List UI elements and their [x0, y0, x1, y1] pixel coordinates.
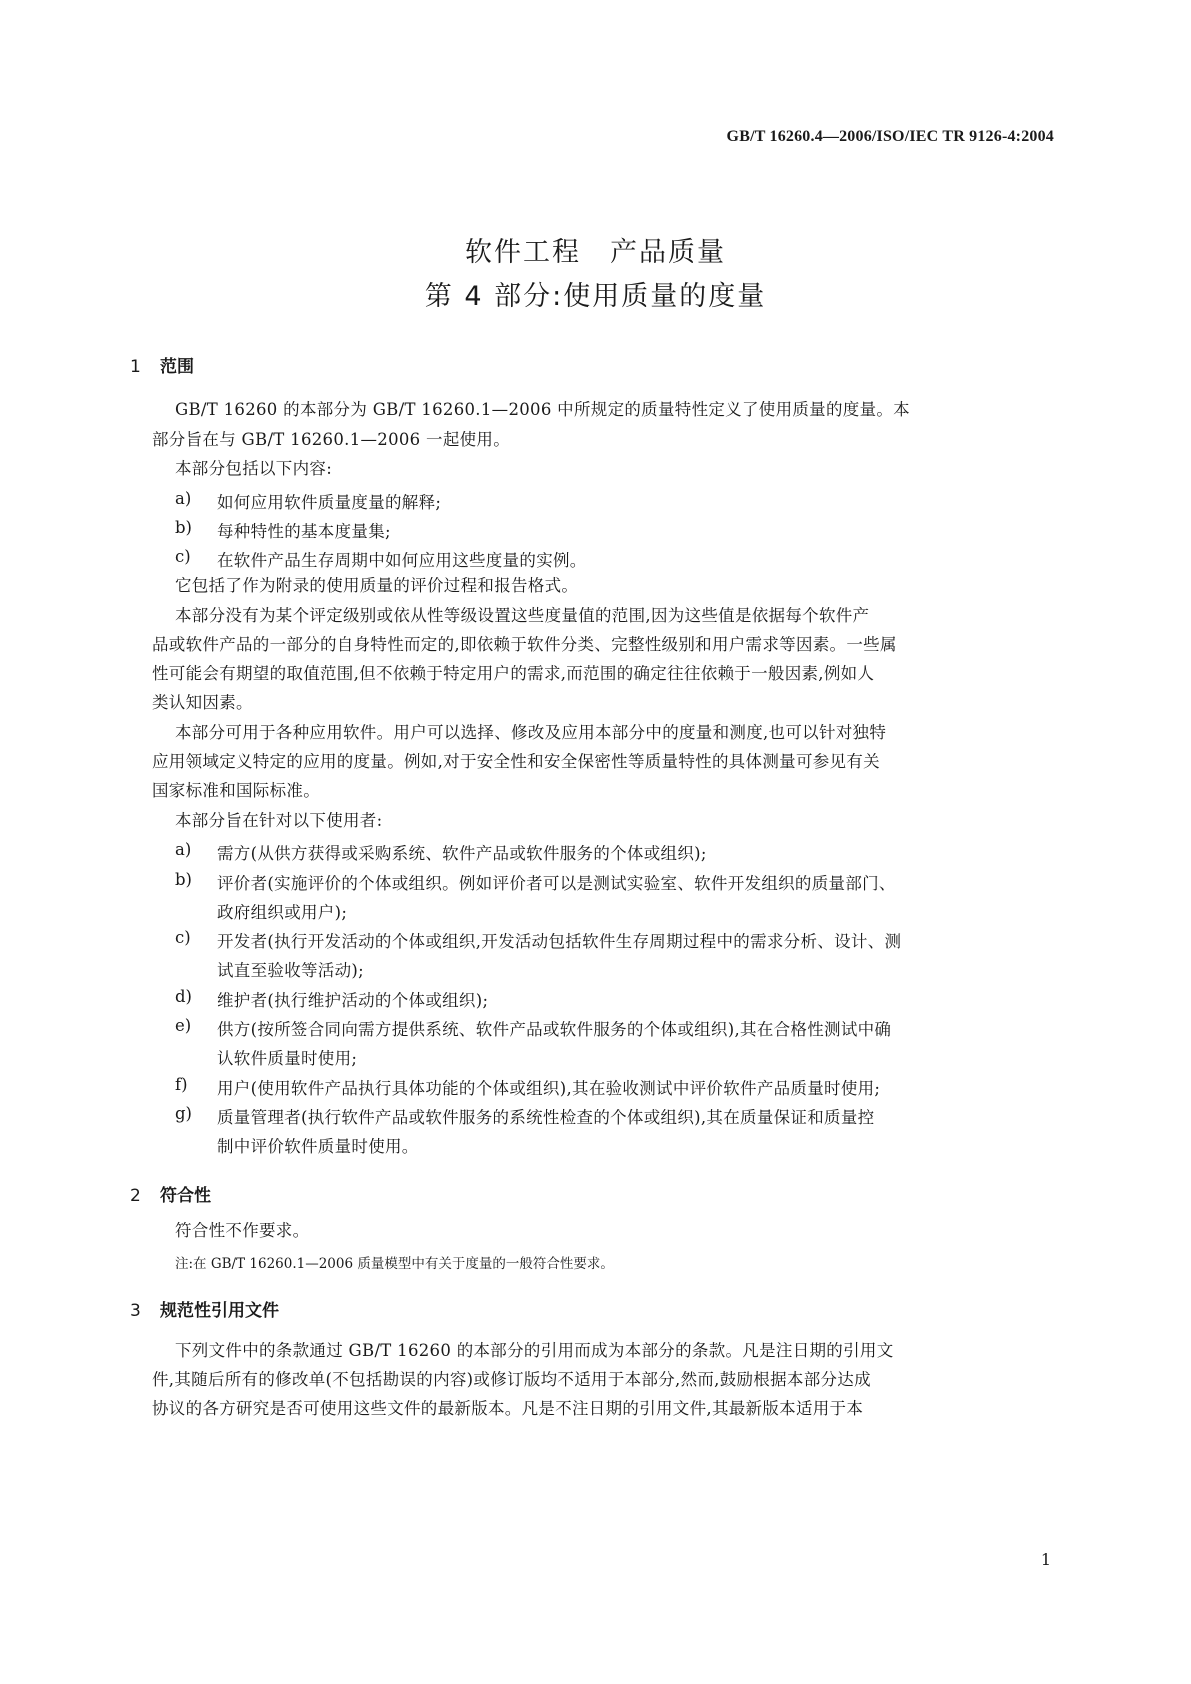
note: 注:在 GB/T 16260.1—2006 质量模型中有关于度量的一般符合性要求。 [175, 1256, 614, 1272]
paragraph-continued: 国家标准和国际标准。 [152, 781, 320, 800]
page-number: 1 [1040, 1550, 1051, 1569]
list-item: 每种特性的基本度量集; [217, 522, 391, 541]
list-item-continued: 试直至验收等活动); [217, 961, 364, 980]
paragraph: 本部分可用于各种应用软件。用户可以选择、修改及应用本部分中的度量和测度,也可以针对独特 [175, 723, 887, 742]
list-item: 供方(按所签合同向需方提供系统、软件产品或软件服务的个体或组织),其在合格性测试中确 [217, 1020, 892, 1039]
doc-subtitle: 第 4 部分:使用质量的度量 [424, 281, 767, 312]
list-item-continued: 制中评价软件质量时使用。 [217, 1137, 419, 1156]
paragraph: 本部分旨在针对以下使用者: [175, 811, 383, 830]
section-title: 符合性 [160, 1186, 211, 1206]
section-3-heading [130, 1296, 279, 1321]
list-marker: e) [175, 1016, 192, 1035]
list-marker: c) [175, 928, 191, 947]
paragraph-continued: 类认知因素。 [152, 693, 253, 712]
list-item: 需方(从供方获得或采购系统、软件产品或软件服务的个体或组织); [217, 844, 707, 863]
section-title: 规范性引用文件 [160, 1301, 279, 1321]
paragraph-continued: 协议的各方研究是否可使用这些文件的最新版本。凡是不注日期的引用文件,其最新版本适用于本 [152, 1399, 864, 1418]
list-item-continued: 政府组织或用户); [217, 903, 348, 922]
section-number: 1 [130, 357, 141, 377]
paragraph: 本部分没有为某个评定级别或依从性等级设置这些度量值的范围,因为这些值是依据每个软件产 [175, 606, 870, 625]
section-number: 2 [130, 1186, 141, 1206]
paragraph: 它包括了作为附录的使用质量的评价过程和报告格式。 [175, 576, 579, 595]
section-number: 3 [130, 1301, 141, 1321]
section-2-heading [130, 1181, 211, 1206]
paragraph-continued: 品或软件产品的一部分的自身特性而定的,即依赖于软件分类、完整性级别和用户需求等因素。一些属 [152, 635, 897, 654]
list-item: 用户(使用软件产品执行具体功能的个体或组织),其在验收测试中评价软件产品质量时使用; [217, 1079, 881, 1098]
list-marker: c) [175, 547, 191, 566]
list-item: 维护者(执行维护活动的个体或组织); [217, 991, 489, 1010]
list-item: 开发者(执行开发活动的个体或组织,开发活动包括软件生存周期过程中的需求分析、设计、测 [217, 932, 902, 951]
paragraph: 本部分包括以下内容: [175, 459, 333, 478]
list-marker: a) [175, 840, 192, 859]
doc-title: 软件工程 产品质量 [465, 237, 726, 268]
list-marker: a) [175, 489, 192, 508]
list-marker: b) [175, 518, 192, 537]
paragraph-continued: 性可能会有期望的取值范围,但不依赖于特定用户的需求,而范围的确定往往依赖于一般因素,例如人 [152, 664, 875, 683]
standard-code: GB/T 16260.4—2006/ISO/IEC TR 9126-4:2004 [726, 128, 1054, 145]
paragraph-continued: 应用领域定义特定的应用的度量。例如,对于安全性和安全保密性等质量特性的具体测量可参见有关 [152, 752, 880, 771]
section-1-heading [130, 352, 194, 377]
list-marker: d) [175, 987, 192, 1006]
list-item-continued: 认软件质量时使用; [217, 1049, 358, 1068]
paragraph: GB/T 16260 的本部分为 GB/T 16260.1—2006 中所规定的质量特性定义了使用质量的度量。本 [175, 400, 910, 419]
paragraph-continued: 件,其随后所有的修改单(不包括勘误的内容)或修订版均不适用于本部分,然而,鼓励根据本部分达成 [152, 1370, 871, 1389]
list-item: 在软件产品生存周期中如何应用这些度量的实例。 [217, 551, 587, 570]
section-title: 范围 [160, 357, 194, 377]
list-item: 评价者(实施评价的个体或组织。例如评价者可以是测试实验室、软件开发组织的质量部门、 [217, 874, 896, 893]
paragraph-continued: 部分旨在与 GB/T 16260.1—2006 一起使用。 [152, 430, 511, 449]
paragraph: 符合性不作要求。 [175, 1221, 310, 1240]
list-item: 如何应用软件质量度量的解释; [217, 493, 442, 512]
list-marker: g) [175, 1104, 192, 1123]
list-marker: f) [175, 1075, 188, 1094]
list-item: 质量管理者(执行软件产品或软件服务的系统性检查的个体或组织),其在质量保证和质量控 [217, 1108, 875, 1127]
list-marker: b) [175, 870, 192, 889]
paragraph: 下列文件中的条款通过 GB/T 16260 的本部分的引用而成为本部分的条款。凡是注日期的引用文 [175, 1341, 894, 1360]
